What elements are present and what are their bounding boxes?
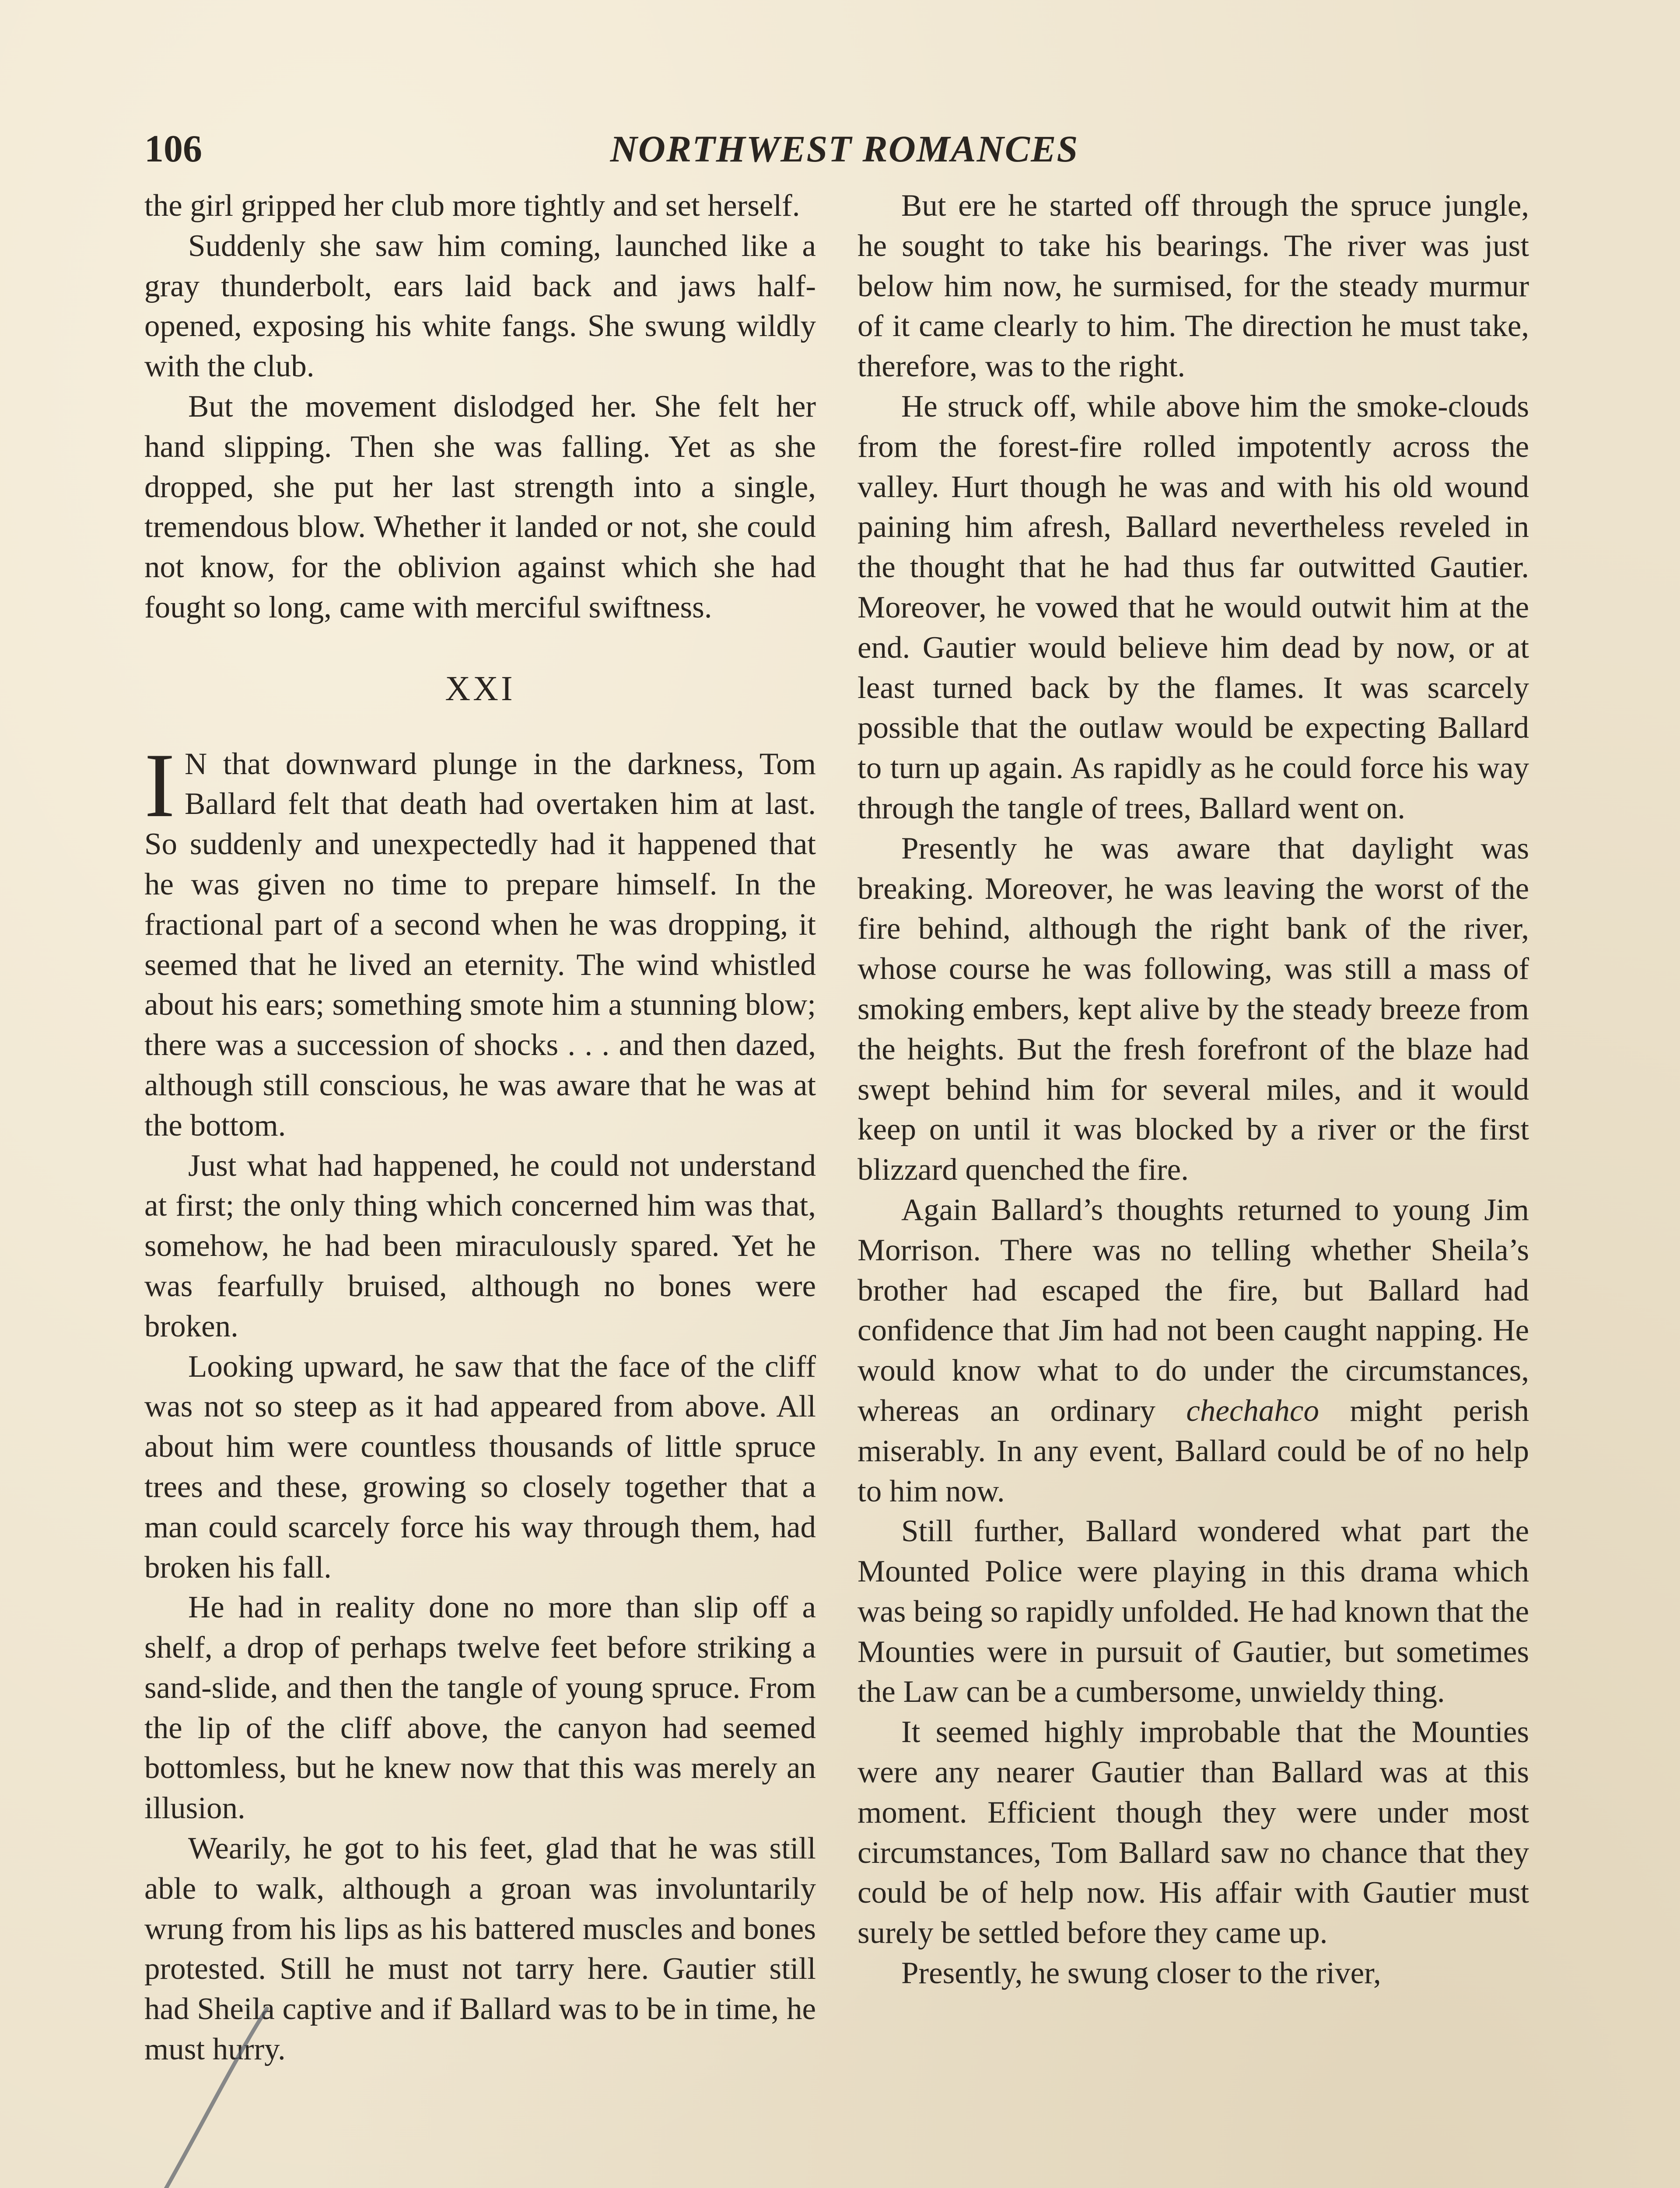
paragraph: He had in reality done no more than slip off a shelf, a drop of perhaps twelve feet before striking a sand-slide, and then the tangle of young spruce. From the lip of the cliff above, the canyon had seemed bottomless, but he knew now that this was merely an illusion. — [144, 1590, 816, 1826]
paragraph-text: N that downward plunge in the darkness, Tom Ballard felt that death had overtaken him at last. So suddenly and unexpectedly had it happened that he was given no time to prepare himself. In the fractional part of a second when he was dropping, it seemed that he lived an eternity. The wind whistled about his ears; something smote him a stunning blow; there was a succession of shocks . . . and then dazed, although still conscious, he was aware that he was at the bottom. — [144, 747, 816, 1143]
left-column — [144, 186, 816, 2070]
drop-cap: I — [144, 734, 175, 836]
paragraph: Presently, he swung closer to the river, — [901, 1956, 1381, 1991]
paragraph: Presently he was aware that daylight was breaking. Moreover, he was leaving the worst of the fire behind, although the right bank of the river, whose course he was following, was still a mass of smoking embers, kept alive by the steady breeze from the heights. But the fresh forefront of the blaze had swept behind him for several miles, and it would keep on until it was blocked by a river or the first blizzard quenched the fire. — [858, 831, 1529, 1187]
paragraph: Still further, Ballard wondered what part the Mounted Police were playing in this drama which was being so rapidly unfolded. He had known that the Mounties were in pursuit of Gautier, but sometimes the Law can be a cumbersome, unwieldy thing. — [858, 1514, 1529, 1709]
chapter-opening-paragraph — [144, 734, 816, 1146]
paragraph-text: Again Ballard’s thoughts returned to young Jim Morrison. There was no telling whether Sheila’s brother had escaped the fire, but Ballard had confidence that Jim had not been caught napping. He would know what to do under the circumstances, whereas an ordinary — [858, 1192, 1529, 1428]
paragraph: Looking upward, he saw that the face of the cliff was not so steep as it had appeared from above. All about him were countless thousands of little spruce trees and these, growing so closely together that a man could scarcely force his way through them, had broken his fall. — [144, 1349, 816, 1585]
pencil-mark — [92, 2004, 276, 2188]
paragraph-text: might perish miserably. In any event, Ballard could be of no help to him now. — [858, 1393, 1529, 1508]
paragraph: the girl gripped her club more tightly and set herself. — [144, 189, 800, 223]
paragraph: It seemed highly improbable that the Mounties were any nearer Gautier than Ballard was at this moment. Efficient though they were under most circumstances, Tom Ballard saw no chance that they could be of help now. His affair with Gautier must surely be settled before they came up. — [858, 1715, 1529, 1950]
paragraph: Wearily, he got to his feet, glad that he was still able to walk, although a groan was involuntarily wrung from his lips as his battered muscles and bones protested. Still he must not tarry here. Gautier still had Sheila captive and if Ballard was to be in time, he must hurry. — [144, 1831, 816, 2067]
right-column — [858, 186, 1529, 1994]
chapter-heading: XXI — [445, 669, 515, 708]
paragraph: But the movement dislodged her. She felt her hand slipping. Then she was falling. Yet as she dropped, she put her last strength into a single, tremendous blow. Whether it landed or not, she could not know, for the oblivion against which she had fought so long, came with merciful swiftness. — [144, 389, 816, 624]
page-header — [144, 127, 1544, 188]
paragraph: He struck off, while above him the smoke-clouds from the forest-fire rolled impotently across the valley. Hurt though he was and with his old wound paining him afresh, Ballard nevertheless reveled in the thought that he had thus far outwitted Gautier. Moreover, he vowed that he would outwit him at the end. Gautier would believe him dead by now, or at least turned back by the flames. It was scarcely possible that the outlaw would be expecting Ballard to turn up again. As rapidly as he could force his way through the tangle of trees, Ballard went on. — [858, 389, 1529, 825]
running-title: NORTHWEST ROMANCES — [610, 128, 1079, 170]
paragraph: But ere he started off through the spruce jungle, he sought to take his bearings. The river was just below him now, he surmised, for the steady murmur of it came clearly to him. The direction he must take, therefore, was to the right. — [858, 189, 1529, 384]
italic-word: chechahco — [1186, 1393, 1319, 1428]
paragraph: Suddenly she saw him coming, launched like a gray thunderbolt, ears laid back and jaws half-opened, exposing his white fangs. She swung wildly with the club. — [144, 228, 816, 384]
paragraph — [858, 1190, 1529, 1511]
page-number: 106 — [144, 128, 202, 170]
paragraph: Just what had happened, he could not understand at first; the only thing which concerned him was that, somehow, he had been miraculously spared. Yet he was fearfully bruised, although no bones were broken. — [144, 1148, 816, 1343]
